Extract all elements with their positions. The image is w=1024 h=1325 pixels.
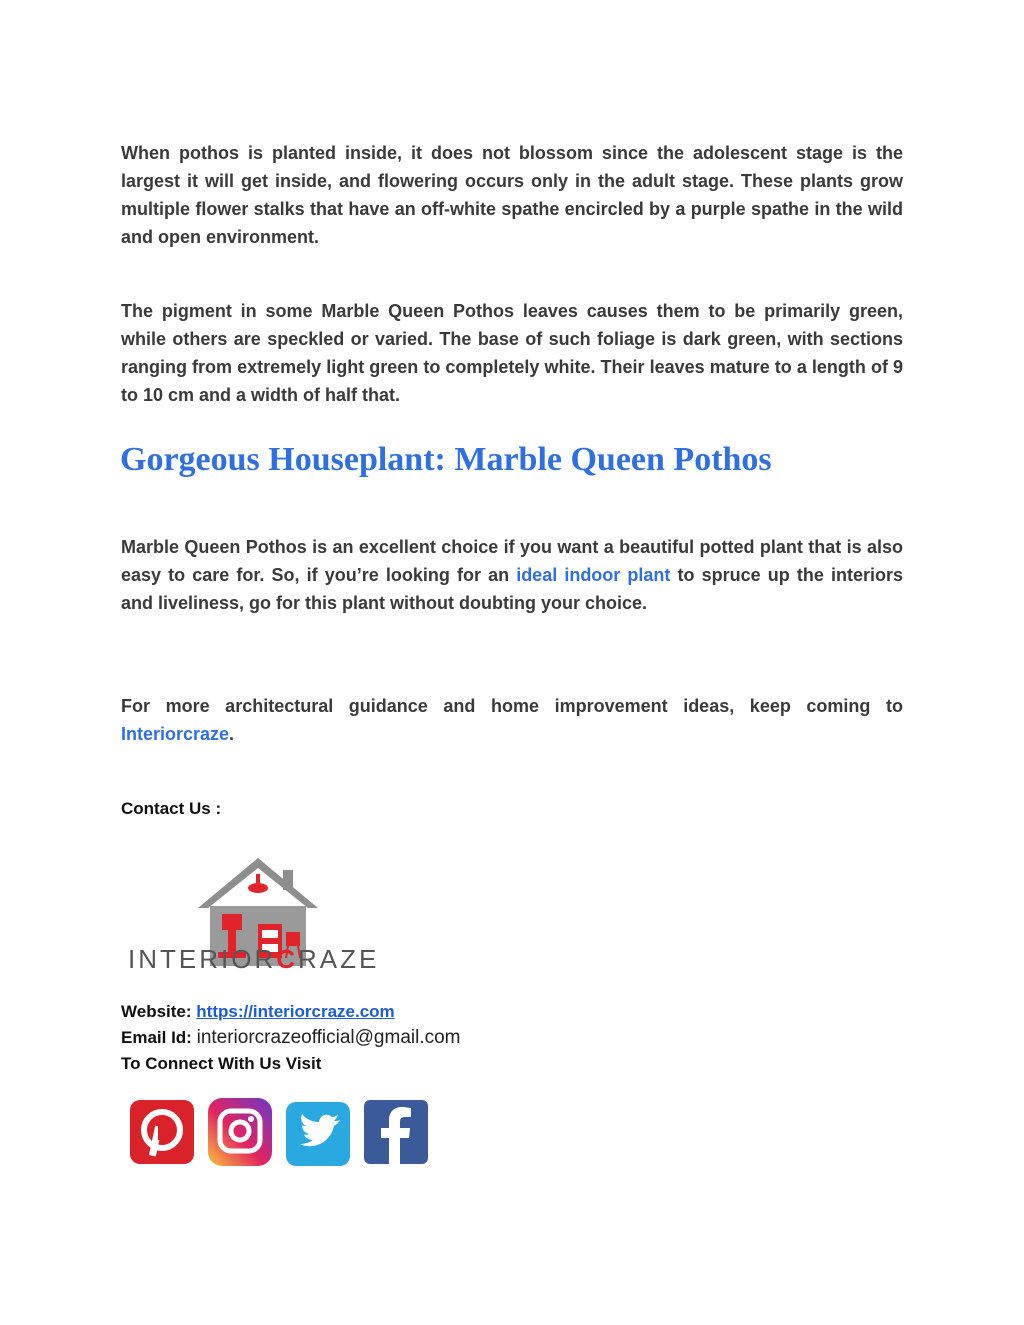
connect-line: To Connect With Us Visit xyxy=(121,1054,322,1073)
paragraph-excellent-choice xyxy=(121,533,903,617)
website-link[interactable]: https://interiorcraze.com xyxy=(196,1002,395,1021)
email-line: Email Id: interiorcrazeofficial@gmail.com xyxy=(121,1027,461,1048)
paragraph-text: For more architectural guidance and home improvement ideas, keep coming to xyxy=(121,696,903,716)
logo-wordmark: INTERIORCRAZE xyxy=(128,944,380,974)
contact-title: Contact Us : xyxy=(121,799,222,818)
section-heading: Gorgeous Houseplant: Marble Queen Pothos xyxy=(120,441,772,478)
facebook-icon[interactable] xyxy=(362,1096,430,1168)
paragraph-guidance xyxy=(121,692,903,748)
ideal-indoor-plant-link[interactable]: ideal indoor plant xyxy=(516,565,671,585)
paragraph-text: to spruce up the interiors and liveliness, go for this plant without doubting your choice. xyxy=(121,565,903,613)
paragraph-pigment: The pigment in some Marble Queen Pothos leaves causes them to be primarily green, while others are speckled or varied. The base of such foliage is dark green, with sections ranging from extremely light green to completely white. Their leaves mature to a length of 9 to 10 cm and a width of half that. xyxy=(121,301,903,405)
interiorcraze-link[interactable]: Interiorcraze xyxy=(121,724,230,744)
paragraph-flowering: When pothos is planted inside, it does not blossom since the adolescent stage is the largest it will get inside, and flowering occurs only in the adult stage. These plants grow multiple flower stalks that have an off-white spathe encircled by a purple spathe in the wild and open environment. xyxy=(121,143,903,247)
paragraph-text: Marble Queen Pothos is an excellent choice if you want a beautiful potted plant that is also easy to care for. So, if you’re looking for an xyxy=(121,537,903,585)
twitter-icon[interactable] xyxy=(284,1096,352,1168)
instagram-icon[interactable] xyxy=(206,1096,274,1168)
pinterest-icon[interactable] xyxy=(128,1096,196,1168)
website-line: Website: https://interiorcraze.com xyxy=(121,1002,395,1021)
paragraph-text: . xyxy=(229,724,235,744)
email-value: interiorcrazeofficial@gmail.com xyxy=(196,1027,461,1048)
